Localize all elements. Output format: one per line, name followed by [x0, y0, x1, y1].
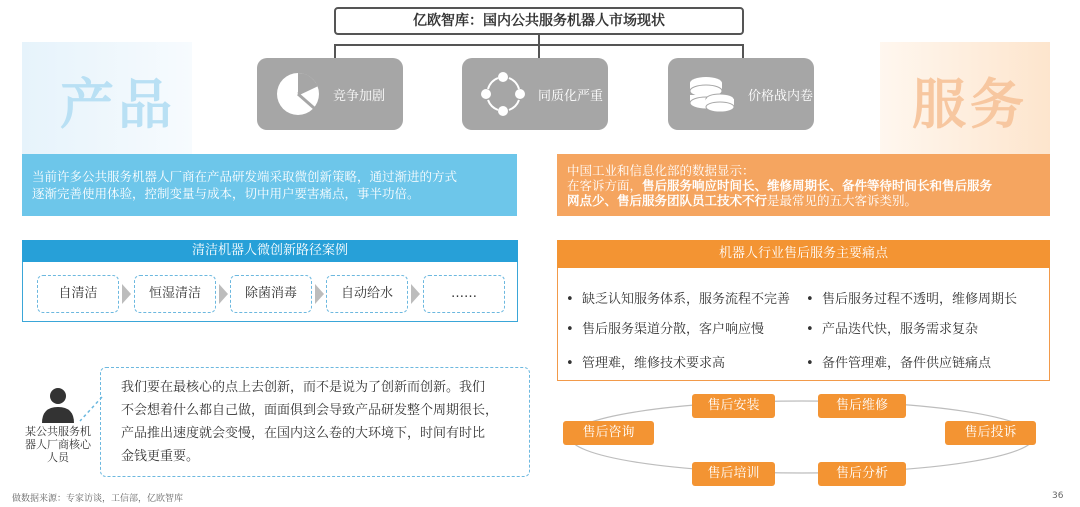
- pain-point-item: • 管理难，维修技术要求高: [566, 356, 725, 371]
- card-label: 价格战内卷: [748, 88, 814, 104]
- pain-point-item: • 产品迭代快，服务需求复杂: [806, 322, 978, 337]
- card-label: 同质化严重: [538, 88, 604, 104]
- pie-chart-icon: [273, 69, 323, 119]
- desc-text: 在客诉方面，: [567, 178, 643, 193]
- person-label-line: 人员: [47, 451, 69, 464]
- chevron-right-icon: [122, 284, 131, 304]
- cycle-dots-icon: [478, 69, 528, 119]
- step-item: 除菌消毒: [230, 275, 312, 313]
- card-competition: [257, 58, 403, 130]
- person-label-line: 器人厂商核心: [25, 438, 91, 451]
- desc-text: 是最常见的五大客诉类别。: [767, 193, 918, 208]
- expert-quote: [100, 367, 530, 477]
- quote-line: 产品推出速度就会变慢，在国内这么卷的大环境下，时间有时比: [121, 426, 486, 441]
- pain-point-text: 备件管理难，备件供应链痛点: [821, 356, 991, 371]
- card-label: 竞争加剧: [333, 88, 386, 104]
- tree-line: [538, 44, 540, 58]
- pain-point-item: • 售后服务渠道分散，客户响应慢: [566, 322, 764, 337]
- coins-icon: [684, 69, 738, 119]
- service-desc-line: [567, 178, 1040, 193]
- person-label: [18, 425, 98, 464]
- chevron-right-icon: [411, 284, 420, 304]
- step-item: 自动给水: [326, 275, 408, 313]
- card-homogeneity: [462, 58, 608, 130]
- product-desc-line: 当前许多公共服务机器人厂商在产品研发端采取微创新策略，通过渐进的方式: [32, 169, 458, 184]
- step-item: 恒湿清洁: [134, 275, 216, 313]
- pain-point-text: 管理难，维修技术要求高: [581, 356, 725, 371]
- step-item: ……: [423, 275, 505, 313]
- tree-line: [742, 44, 744, 58]
- service-desc-line: 中国工业和信息化部的数据显示：: [567, 163, 755, 178]
- footer-source: 做数据来源：专家访谈，工信部，亿欧智库: [12, 494, 184, 504]
- cycle-analysis: 售后分析: [818, 462, 906, 486]
- cycle-install: 售后安装: [692, 394, 775, 418]
- chevron-right-icon: [219, 284, 228, 304]
- quote-line: 不会想着什么都自己做，面面俱到会导致产品研发整个周期很长，: [121, 403, 499, 418]
- page-title: 亿欧智库：国内公共服务机器人市场现状: [334, 7, 744, 35]
- desc-highlight: 售后服务响应时间长、维修周期长、备件等待时间长和售后服务: [642, 178, 993, 193]
- chevron-right-icon: [315, 284, 324, 304]
- pain-point-text: 售后服务渠道分散，客户响应慢: [581, 322, 764, 337]
- quote-line: 金钱更重要。: [121, 449, 200, 464]
- cycle-consult: 售后咨询: [563, 421, 654, 445]
- person-icon: [38, 385, 78, 425]
- product-description: [22, 154, 517, 216]
- service-word: 服务: [912, 73, 1028, 136]
- product-word: 产品: [60, 73, 176, 136]
- pain-point-item: • 缺乏认知服务体系，服务流程不完善: [566, 292, 790, 307]
- step-item: 自清洁: [37, 275, 119, 313]
- pain-point-text: 售后服务过程不透明，维修周期长: [821, 292, 1017, 307]
- card-price-war: [668, 58, 814, 130]
- pain-point-text: 缺乏认知服务体系，服务流程不完善: [581, 292, 790, 307]
- person-label-line: 某公共服务机: [25, 425, 91, 438]
- cycle-complaint: 售后投诉: [945, 421, 1036, 445]
- pain-points-title: 机器人行业售后服务主要痛点: [557, 240, 1050, 268]
- cycle-repair: 售后维修: [818, 394, 906, 418]
- cleaning-panel-title: 清洁机器人微创新路径案例: [22, 240, 518, 262]
- pain-point-item: • 备件管理难，备件供应链痛点: [806, 356, 991, 371]
- service-description: [557, 154, 1050, 216]
- cycle-training: 售后培训: [692, 462, 775, 486]
- desc-highlight: 网点少、售后服务团队员工技术不行: [567, 193, 768, 208]
- page-number: 36: [1052, 491, 1064, 501]
- service-desc-line: [567, 193, 1040, 208]
- pain-point-text: 产品迭代快，服务需求复杂: [821, 322, 978, 337]
- product-desc-line: 逐渐完善使用体验，控制变量与成本，切中用户要害痛点，事半功倍。: [32, 186, 420, 201]
- pain-point-item: • 售后服务过程不透明，维修周期长: [806, 292, 1017, 307]
- quote-line: 我们要在最核心的点上去创新，而不是说为了创新而创新。我们: [121, 380, 486, 395]
- tree-line: [334, 44, 336, 58]
